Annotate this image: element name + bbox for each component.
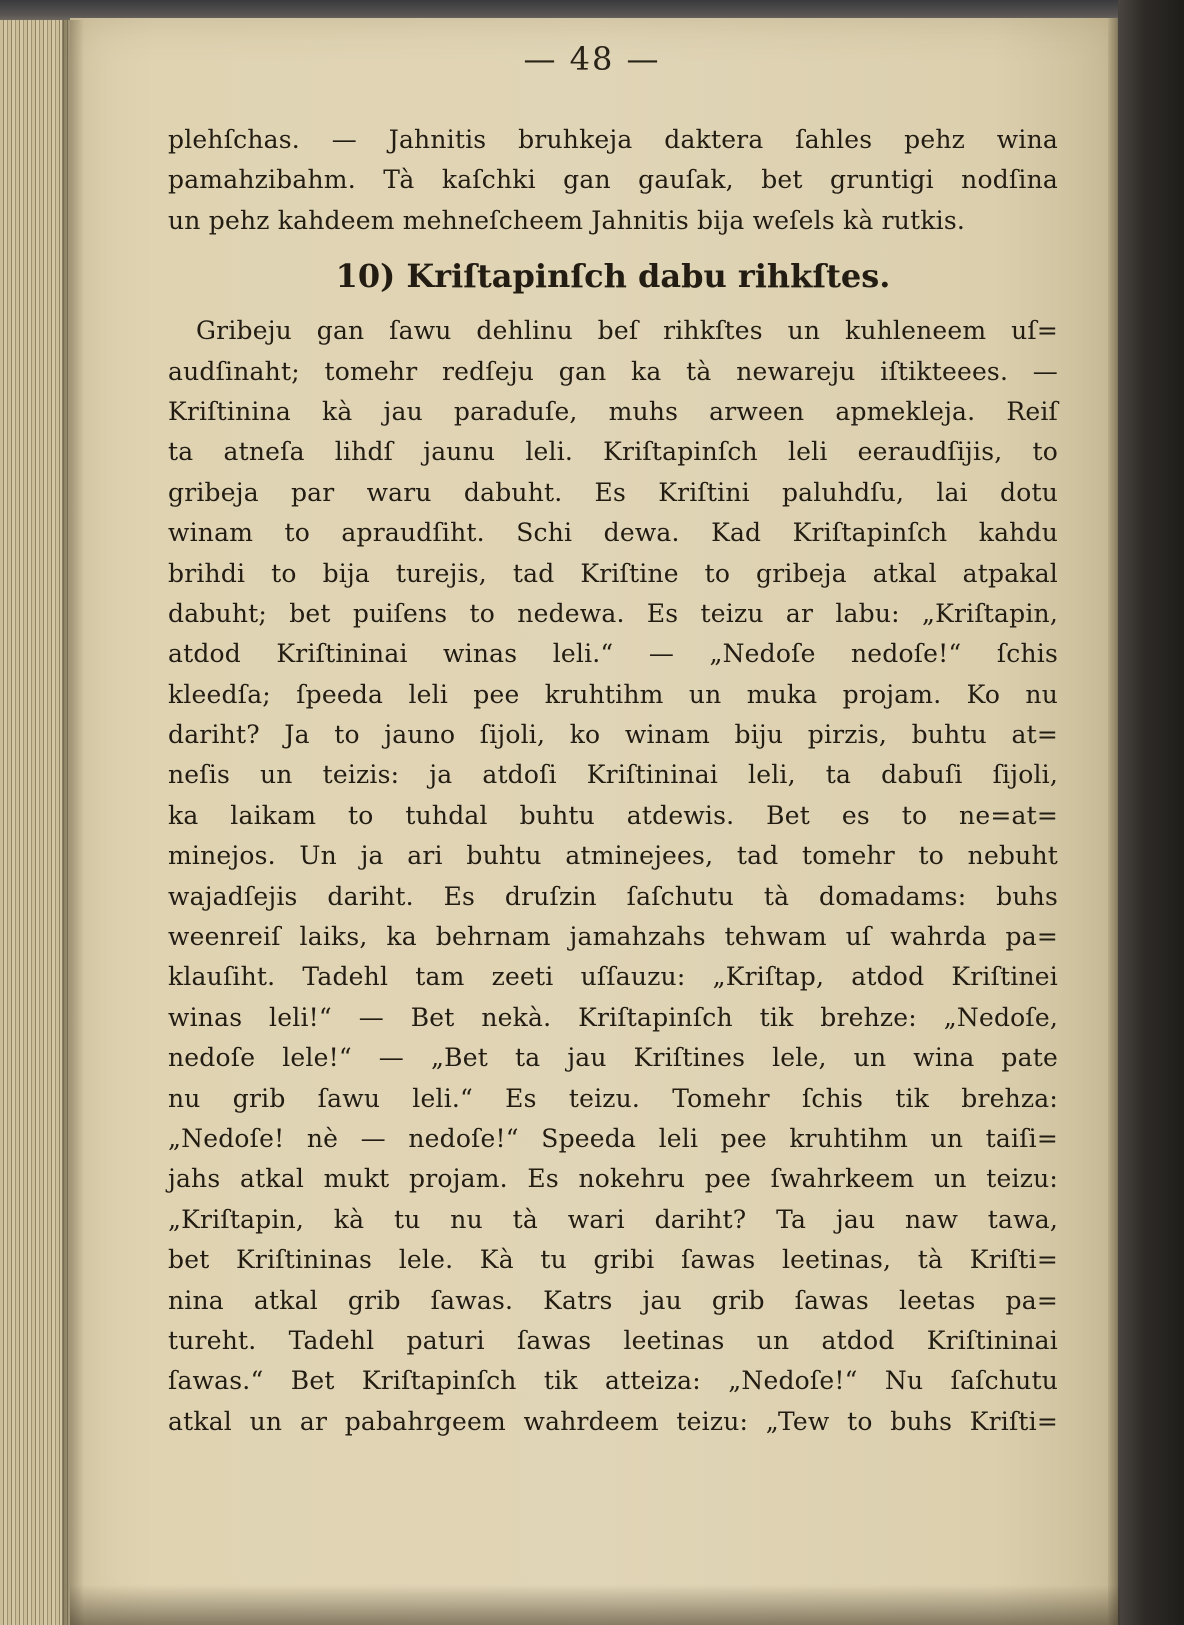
text-line: dariht? Ja to jauno ſijoli, ko winam biju pirzis, buhtu at=	[168, 720, 1058, 750]
text-line: wajadſejis dariht. Es druſzin ſaſchutu tà domadams: buhs	[168, 881, 1058, 911]
bottom-shadow	[70, 1585, 1120, 1625]
text-line: dabuht; bet puiſens to nedewa. Es teizu ar labu: „Kriſtapin,	[168, 598, 1058, 628]
text-line: weenreiſ laiks, ka behrnam jamahzahs tehwam uſ wahrda pa=	[168, 922, 1058, 952]
text-line: pamahzibahm. Tà kaſchki gan gauſak, bet gruntigi nodſina	[168, 165, 1058, 195]
section-title: 10) Kriſtapinſch dabu rihkſtes.	[335, 257, 891, 296]
text-line: nu grib ſawu leli.“ Es teizu. Tomehr ſchis tik brehza:	[168, 1083, 1058, 1113]
text-line: gribeja par waru dabuht. Es Kriſtini paluhdſu, lai dotu	[168, 477, 1058, 507]
page-body	[168, 120, 1058, 1442]
text-line: bet Kriſtininas lele. Kà tu gribi ſawas leetinas, tà Kriſti=	[168, 1245, 1058, 1275]
text-line: atkal un ar pabahrgeem wahrdeem teizu: „Tew to buhs Kriſti=	[168, 1406, 1058, 1436]
text-line: winam to apraudſiht. Schi dewa. Kad Kriſtapinſch kahdu	[168, 518, 1058, 548]
text-line: tureht. Tadehl paturi ſawas leetinas un atdod Kriſtininai	[168, 1325, 1058, 1355]
book-cover-edge	[1118, 0, 1184, 1625]
text-line: Gribeju gan ſawu dehlinu beſ rihkſtes un kuhleneem uſ=	[196, 316, 1058, 346]
gutter-shadow	[62, 20, 84, 1625]
text-line: ſawas.“ Bet Kriſtapinſch tik atteiza: „Nedoſe!“ Nu ſaſchutu	[168, 1366, 1058, 1396]
text-line: audſinaht; tomehr redſeju gan ka tà newareju iſtikteees. —	[168, 356, 1058, 386]
text-line: brihdi to bija turejis, tad Kriſtine to gribeja atkal atpakal	[168, 558, 1058, 588]
text-line: „Kriſtapin, kà tu nu tà wari dariht? Ta jau naw tawa,	[168, 1204, 1058, 1234]
page-number-header: — 48 —	[523, 40, 661, 78]
text-line: jahs atkal mukt projam. Es nokehru pee ſwahrkeem un teizu:	[168, 1164, 1058, 1194]
text-line: klauſiht. Tadehl tam zeeti uſſauzu: „Kriſtap, atdod Kriſtinei	[168, 962, 1058, 992]
text-line: kleedſa; ſpeeda leli pee kruhtihm un muka projam. Ko nu	[168, 679, 1058, 709]
text-line: „Nedoſe! nè — nedoſe!“ Speeda leli pee kruhtihm un taiſi=	[168, 1123, 1058, 1153]
text-line: plehſchas. — Jahnitis bruhkeja daktera ſahles pehz wina	[168, 125, 1058, 154]
text-line: Kriſtinina kà jau paraduſe, muhs arween apmekleja. Reiſ	[168, 396, 1058, 426]
text-line: nina atkal grib ſawas. Katrs jau grib ſawas leetas pa=	[168, 1285, 1058, 1315]
text-line: un pehz kahdeem mehneſcheem Jahnitis bija weſels kà rutkis.	[168, 205, 966, 235]
text-line: ka laikam to tuhdal buhtu atdewis. Bet es to ne=at=	[168, 800, 1058, 830]
text-line: minejos. Un ja ari buhtu atminejees, tad tomehr to nebuht	[168, 841, 1058, 871]
text-line: winas leli!“ — Bet nekà. Kriſtapinſch tik brehze: „Nedoſe,	[168, 1002, 1058, 1032]
text-line: nedoſe lele!“ — „Bet ta jau Kriſtines lele, un wina pate	[168, 1043, 1058, 1073]
text-line: ta atneſa lihdſ jaunu leli. Kriſtapinſch leli eeraudſijis, to	[168, 437, 1058, 467]
text-line: atdod Kriſtininai winas leli.“ — „Nedoſe nedoſe!“ ſchis	[168, 639, 1058, 669]
text-line: neſis un teizis: ja atdoſi Kriſtininai leli, ta dabuſi ſijoli,	[168, 760, 1058, 790]
